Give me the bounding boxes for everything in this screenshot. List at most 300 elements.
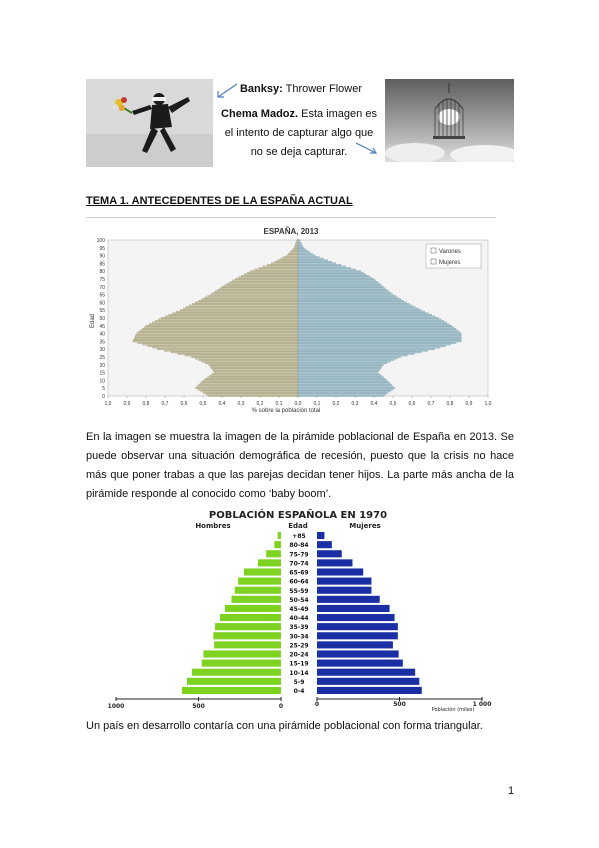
header-mujeres: Mujeres [349,522,381,530]
bar-mujeres [298,270,361,271]
bar-mujeres [298,387,395,388]
bar-varones [200,383,298,384]
bar-varones [195,387,298,388]
bar-varones [138,342,298,343]
bar-mujeres [298,395,384,396]
x-tick-label: 0,7 [161,401,169,407]
y-tick-label: 75 [99,277,105,283]
bar-varones [201,391,298,392]
bar-mujeres [298,364,384,365]
bar-mujeres [298,241,300,242]
age-group-label: 40-44 [289,615,309,623]
bar-varones [178,353,298,354]
y-tick-label: 30 [99,347,105,354]
bar-varones [195,302,298,303]
banksy-caption [236,80,366,99]
bar-hombres [235,587,281,594]
chart-title: ESPAÑA, 2013 [263,227,319,236]
bar-mujeres [298,289,387,290]
bar-mujeres [298,317,439,318]
right-axis-tick-label: 0 [314,701,320,708]
bar-mujeres [298,356,401,357]
bar-hombres [238,578,281,585]
bar-mujeres [298,250,308,251]
bar-varones [294,247,298,248]
bar-mujeres [298,275,369,276]
bar-varones [233,280,298,281]
legend-marker-mujeres [431,259,436,264]
left-axis-tick-label: 0 [278,703,284,710]
bar-mujeres [298,353,414,354]
bar-varones [186,306,298,307]
bar-mujeres [298,244,302,245]
bar-mujeres [298,373,380,374]
bar-mujeres [317,669,415,676]
bar-mujeres [298,377,384,378]
bar-hombres [214,641,281,648]
bar-varones [158,319,298,320]
bar-varones [210,366,298,367]
bar-mujeres [317,550,342,557]
bar-mujeres [298,319,441,320]
bar-varones [192,356,298,357]
bar-varones [201,381,298,382]
age-group-label: 65-69 [289,569,309,577]
bar-hombres [215,623,281,630]
bar-mujeres [298,295,396,296]
bar-varones [244,274,298,275]
bar-hombres [187,678,281,685]
bar-mujeres [317,678,419,685]
bar-varones [238,277,298,278]
bar-mujeres [298,330,458,331]
bar-varones [189,305,298,306]
bar-mujeres [298,314,432,315]
bar-mujeres [298,383,390,384]
bar-mujeres [317,541,332,548]
bar-varones [192,303,298,304]
bar-varones [274,261,298,262]
bar-mujeres [317,559,352,566]
bar-varones [259,267,298,268]
bar-mujeres [298,344,451,345]
bar-mujeres [298,320,444,321]
bar-varones [263,266,298,267]
bar-mujeres [298,370,379,371]
bar-varones [134,338,298,339]
bar-mujeres [317,587,371,594]
bar-varones [210,375,298,376]
bar-varones [287,255,298,256]
age-group-label: 15-19 [289,660,309,668]
bar-mujeres [317,641,393,648]
bar-mujeres [298,294,393,295]
bar-mujeres [298,341,461,342]
bar-mujeres [298,245,303,246]
bar-mujeres [298,272,363,273]
bar-varones [142,328,298,329]
bar-varones [171,352,298,353]
age-group-label: 25-29 [289,642,309,650]
bar-mujeres [298,303,409,304]
bar-hombres [232,596,282,603]
left-axis-tick-label: 500 [192,703,205,710]
bar-mujeres [298,278,374,279]
bar-varones [297,239,298,240]
bar-varones [230,281,298,282]
bar-varones [165,316,298,317]
bar-varones [144,327,298,328]
bar-varones [155,320,298,321]
bar-varones [225,284,298,285]
bar-varones [271,263,298,264]
header-edad: Edad [288,522,308,530]
bar-mujeres [298,291,389,292]
bar-mujeres [298,381,389,382]
bar-mujeres [298,253,313,254]
bar-mujeres [298,308,418,309]
bar-mujeres [298,281,378,282]
bar-varones [198,384,298,385]
arrow-left-icon [214,82,240,100]
bar-mujeres [298,347,440,348]
bar-varones [209,364,298,365]
y-tick-label: 70 [99,284,105,291]
bar-varones [277,260,298,261]
banksy-author: Banksy: [239,83,283,95]
bar-mujeres [298,284,382,285]
axis-unit-label: Población (miles) [431,707,475,713]
bar-mujeres [298,358,397,359]
bar-varones [251,270,299,271]
bar-varones [208,295,298,296]
bar-hombres [225,605,281,612]
bar-varones [137,333,299,334]
legend-label-mujeres: Mujeres [439,260,461,266]
bar-mujeres [298,313,428,314]
bar-varones [212,373,298,374]
bar-varones [197,386,298,387]
bar-varones [203,392,298,393]
bar-mujeres [298,283,380,284]
bar-varones [247,272,298,273]
bar-varones [202,361,298,362]
bar-mujeres [298,359,394,360]
bar-mujeres [298,350,428,351]
y-tick-label: 80 [99,269,105,276]
bar-varones [211,294,298,295]
y-tick-label: 100 [96,238,105,244]
bar-hombres [266,550,281,557]
x-tick-label: 0,4 [218,401,226,407]
age-group-label: 45-49 [289,606,309,613]
x-tick-label: 0,6 [180,401,188,407]
bar-varones [290,252,298,253]
bar-varones [195,358,298,359]
bar-varones [185,355,298,356]
bar-hombres [274,541,281,548]
bar-varones [291,250,298,251]
bar-hombres [213,632,281,639]
bar-mujeres [298,331,460,332]
bar-hombres [203,650,281,657]
bar-mujeres [298,292,391,293]
x-tick-label: 0,8 [142,401,150,407]
bar-mujeres [298,316,435,317]
bar-varones [212,369,298,370]
bar-varones [211,367,298,368]
bar-varones [296,241,298,242]
bar-mujeres [298,334,461,335]
bar-mujeres [298,336,461,337]
bar-mujeres [298,269,356,270]
y-tick-label: 20 [99,362,105,369]
paragraph-2: Un país en desarrollo contaría con una pirámide poblacional con forma triangular. [86,720,483,732]
bar-varones [136,334,298,335]
bar-mujeres [298,366,382,367]
bar-varones [205,297,298,298]
bar-varones [169,314,298,315]
bar-varones [201,299,298,300]
bar-mujeres [298,252,311,253]
bar-varones [164,350,298,351]
bar-varones [180,309,298,310]
bar-mujeres [298,274,366,275]
x-tick-label: 0,5 [199,401,207,407]
bar-mujeres [298,261,332,262]
x-tick-label: 0,1 [313,401,321,407]
y-tick-label: 50 [99,316,105,322]
x-tick-label: 0,0 [294,401,302,407]
bar-varones [203,380,298,381]
right-axis-tick-label: 500 [393,701,406,708]
bar-varones [213,370,298,371]
bar-mujeres [317,578,371,585]
bar-mujeres [298,264,341,265]
bar-varones [205,362,298,363]
madoz-text: Esta imagen es el intento de capturar algo que no se deja capturar. [224,108,377,158]
y-tick-label: 60 [99,300,105,307]
header-hombres: Hombres [195,522,231,530]
banksy-title: Thrower Flower [285,83,363,95]
bar-hombres [202,660,281,667]
y-tick-label: 35 [99,339,105,346]
bar-mujeres [298,306,415,307]
x-tick-label: 0,9 [465,401,473,407]
bar-varones [213,292,298,293]
bar-mujeres [298,361,390,362]
bar-varones [135,336,298,337]
bar-mujeres [298,327,454,328]
bar-varones [176,311,298,312]
bar-mujeres [298,355,407,356]
bar-mujeres [298,277,371,278]
y-tick-label: 95 [99,245,105,252]
bar-mujeres [298,380,387,381]
bar-varones [138,331,298,332]
age-group-label: 20-24 [289,651,309,659]
bar-varones [149,323,298,324]
y-tick-label: 15 [99,370,105,377]
y-tick-label: 65 [99,292,105,299]
bar-varones [222,286,298,287]
bar-mujeres [298,325,452,326]
bar-hombres [220,614,281,621]
bar-mujeres [298,263,336,264]
title-divider [86,217,496,218]
y-tick-label: 10 [99,378,105,385]
age-group-label: 55-59 [289,587,309,595]
bar-varones [208,377,298,378]
bar-varones [157,348,298,349]
chart-legend [426,244,481,268]
bar-mujeres [298,392,388,393]
bar-mujeres [298,247,304,248]
banksy-flower-thrower-photo [86,79,213,167]
bar-mujeres [317,660,403,667]
age-group-label: 80-84 [289,542,309,550]
bar-varones [161,317,298,318]
bar-mujeres [298,300,404,301]
age-group-label: 10-14 [289,669,309,677]
bar-mujeres [298,348,435,349]
pyramid-1970-chart [98,507,498,713]
age-group-label: 30-34 [289,633,309,641]
age-group-label: 70-74 [289,560,309,568]
bar-varones [296,242,298,243]
bar-mujeres [317,623,398,630]
bar-mujeres [298,280,376,281]
paragraph-1: En la imagen se muestra la imagen de la pirámide poblacional de España en 2013. Se puede observar una situación demográfica de recesión, puesto que la crisis no hace más que poner trabas a que las parejas decidan tener hijos. La parte más ancha de la pirámide responde al conocido como ‘baby boom’. [86,431,514,500]
bar-mujeres [317,614,395,621]
bar-mujeres [298,305,412,306]
age-group-label: 5-9 [293,678,305,686]
bar-mujeres [298,338,461,339]
y-tick-label: 90 [99,253,105,260]
bar-mujeres [298,242,301,243]
age-group-label: 50-54 [289,596,309,604]
x-tick-label: 0,3 [351,401,359,407]
bar-mujeres [298,255,315,256]
x-tick-label: 0,9 [123,401,131,407]
age-group-label: 75-79 [289,551,309,559]
bar-varones [183,308,298,309]
x-axis-label: % sobre la población total [251,408,321,414]
bar-mujeres [298,367,381,368]
bar-varones [295,244,298,245]
x-tick-label: 0,2 [256,401,264,407]
x-tick-label: 0,5 [389,401,397,407]
bar-mujeres [298,239,300,240]
bar-mujeres [298,302,406,303]
age-group-label: 35-39 [289,624,309,632]
bar-mujeres [298,394,386,395]
bar-varones [146,325,298,326]
bar-mujeres [298,309,422,310]
bar-mujeres [317,568,363,575]
age-group-label: 60-64 [289,578,309,586]
bar-mujeres [317,632,398,639]
bar-varones [241,275,298,276]
bar-mujeres [298,323,449,324]
bar-hombres [244,568,281,575]
bar-varones [235,278,298,279]
bar-mujeres [298,322,447,323]
legend-label-varones: Varones [439,249,461,255]
left-axis-tick-label: 1000 [107,703,125,710]
bar-varones [143,344,298,345]
right-axis-tick-label: 1 000 [472,701,492,708]
y-tick-label: 5 [102,386,105,393]
bar-hombres [192,669,281,676]
bar-mujeres [298,389,393,390]
x-tick-label: 0,3 [237,401,245,407]
bar-mujeres [317,605,390,612]
bar-mujeres [298,369,380,370]
bar-varones [255,269,298,270]
bar-varones [295,245,298,246]
bar-mujeres [298,339,461,340]
bar-mujeres [298,267,351,268]
y-axis-label: Edad [90,313,96,329]
bar-mujeres [298,384,392,385]
bar-varones [214,372,298,373]
bar-hombres [278,532,281,539]
bar-varones [148,345,298,346]
y-tick-label: 25 [99,355,105,361]
x-tick-label: 1,0 [484,401,492,407]
madoz-birdcage-photo [385,79,514,162]
bar-mujeres [317,532,324,539]
bar-varones [293,249,298,250]
bar-mujeres [298,288,385,289]
bar-varones [173,313,298,314]
bar-mujeres [298,286,384,287]
bar-varones [133,341,298,342]
arrow-right-icon [354,141,380,157]
bar-mujeres [298,386,393,387]
bar-mujeres [298,362,387,363]
bar-varones [198,359,298,360]
legend-marker-varones [431,248,436,253]
section-title: TEMA 1. ANTECEDENTES DE LA ESPAÑA ACTUAL [86,195,353,207]
bar-mujeres [298,256,319,257]
pyramid-2013-chart [86,224,496,416]
y-tick-label: 85 [99,261,105,268]
bar-varones [140,330,298,331]
x-tick-label: 0,6 [408,401,416,407]
bar-mujeres [298,249,306,250]
bar-mujeres [298,342,456,343]
y-tick-label: 45 [99,323,105,330]
bar-hombres [258,559,281,566]
bar-mujeres [317,596,380,603]
bar-varones [133,339,298,340]
bar-varones [217,289,298,290]
x-tick-label: 0,8 [446,401,454,407]
bar-mujeres [298,378,385,379]
chart-title: POBLACIÓN ESPAÑOLA EN 1970 [208,510,388,521]
x-tick-label: 0,7 [427,401,435,407]
bar-mujeres [317,650,399,657]
bar-mujeres [298,266,346,267]
bar-varones [281,258,298,259]
bar-mujeres [298,297,398,298]
y-tick-label: 40 [99,331,105,338]
bar-varones [227,283,298,284]
x-tick-label: 1,0 [104,401,112,407]
bar-hombres [182,687,281,694]
